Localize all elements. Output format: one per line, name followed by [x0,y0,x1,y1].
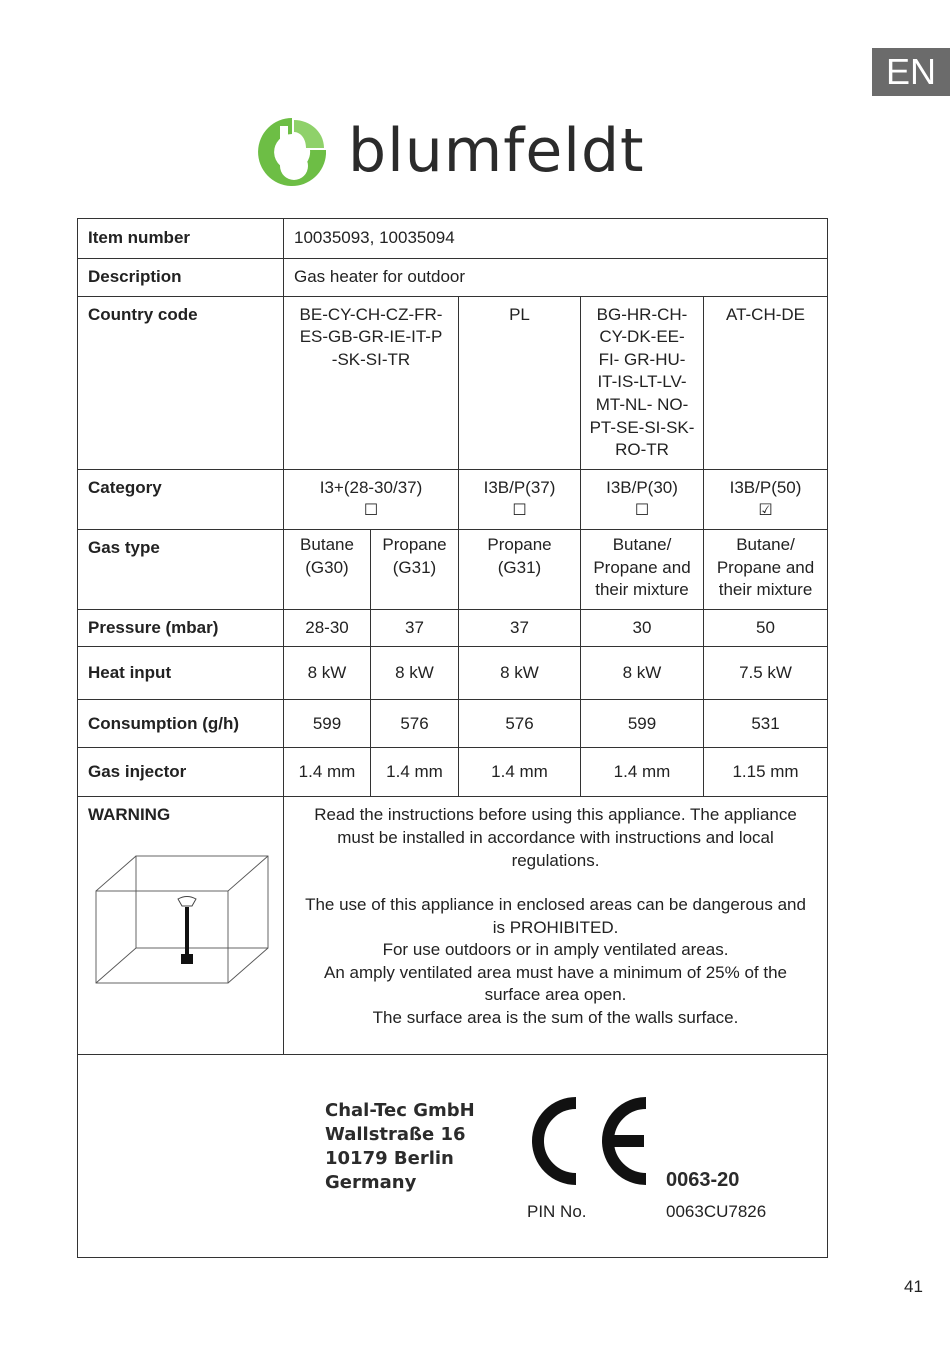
category-label: Category [78,469,284,529]
consumption-value: 599 [581,700,704,748]
language-tab: EN [872,48,950,96]
pressure-value: 28-30 [284,609,371,647]
consumption-value: 599 [284,700,371,748]
consumption-value: 576 [371,700,459,748]
heat-input-value: 8 kW [284,647,371,700]
warning-line: regulations. [511,850,600,870]
footer-cell [78,1055,828,1258]
pressure-value: 50 [704,609,828,647]
cell-line: IT-IS-LT-LV- [597,372,687,392]
cell-line: (G31) [392,557,437,577]
row-gas-type [78,529,828,609]
country-code-cell [704,296,828,469]
category-cell: I3B/P(30) ☐ [581,469,704,529]
page-number: 41 [904,1277,923,1296]
pressure-value: 37 [371,609,459,647]
warning-line: The use of this appliance in enclosed areas can be dangerous and [305,895,806,915]
row-item-number [78,219,828,259]
cell-line: Propane [382,534,447,554]
cell-line: RO-TR [615,440,669,460]
cell-line: Butane/ [612,534,672,554]
heat-input-label: Heat input [78,647,284,700]
gas-type-cell [459,529,581,609]
item-number-value: 10035093, 10035094 [284,219,828,259]
cell-line: BG-HR-CH- [596,304,688,324]
consumption-value: 576 [459,700,581,748]
gas-injector-value: 1.4 mm [581,748,704,797]
gas-injector-value: 1.15 mm [704,748,828,797]
country-code-cell [459,296,581,469]
cell-line: Propane [487,534,552,554]
cell-line: (G30) [305,557,349,577]
category-cell: I3B/P(50) ☑ [704,469,828,529]
cell-line: Butane [300,534,354,554]
category-checkbox[interactable]: ☐ [634,502,650,520]
pin-label: PIN No. [527,1202,587,1222]
cell-line: (G31) [497,557,542,577]
row-pressure [78,609,828,647]
cell-line: PL [509,304,530,324]
description-label: Description [78,259,284,297]
company-city: 10179 Berlin [325,1148,454,1170]
heat-input-value: 7.5 kW [704,647,828,700]
gas-type-cell [581,529,704,609]
warning-line: surface area open. [484,985,627,1005]
warning-line: is PROHIBITED. [492,917,619,937]
ce-mark-icon [528,1093,652,1189]
country-code-cell [284,296,459,469]
gas-type-cell [704,529,828,609]
category-checkbox[interactable]: ☑ [758,502,773,520]
brand-leaf-icon [254,114,330,188]
cell-line: Butane/ [736,534,795,554]
company-name: Chal-Tec GmbH [325,1100,475,1122]
cell-line: CY-DK-EE- [599,327,685,347]
row-warning [78,797,828,1055]
warning-line: must be installed in accordance with instructions and local [337,827,774,847]
gas-injector-value: 1.4 mm [459,748,581,797]
consumption-label: Consumption (g/h) [78,700,284,748]
cell-line: PT-SE-SI-SK- [589,417,695,437]
category-cell: I3+(28-30/37) ☐ [284,469,459,529]
gas-type-cell [371,529,459,609]
category-checkbox[interactable]: ☐ [363,502,379,520]
row-consumption [78,700,828,748]
brand-name: blumfeldt [348,116,645,186]
enclosed-area-diagram-icon [94,854,270,986]
spec-table [77,218,828,1258]
cell-line: Propane and [593,557,691,577]
notified-body-number: 0063-20 [666,1169,740,1192]
pin-value: 0063CU7826 [666,1202,767,1222]
consumption-value: 531 [704,700,828,748]
cell-line: -SK-SI-TR [331,349,411,369]
row-gas-injector [78,748,828,797]
warning-line: For use outdoors or in amply ventilated areas. [382,940,729,960]
warning-cell [78,797,284,1055]
description-value: Gas heater for outdoor [284,259,828,297]
row-description [78,259,828,297]
warning-label: WARNING [88,805,171,825]
cell-line: their mixture [595,580,689,600]
company-street: Wallstraße 16 [325,1124,466,1146]
gas-injector-value: 1.4 mm [284,748,371,797]
category-checkbox[interactable]: ☐ [512,502,527,520]
warning-line: The surface area is the sum of the walls surface. [372,1008,739,1028]
row-category [78,469,828,529]
heat-input-value: 8 kW [459,647,581,700]
heat-input-value: 8 kW [581,647,704,700]
item-number-label: Item number [78,219,284,259]
gas-injector-label: Gas injector [78,748,284,797]
country-code-label: Country code [78,296,284,469]
company-address [325,1099,475,1195]
gas-injector-value: 1.4 mm [371,748,459,797]
cell-line: Propane and [716,557,815,577]
warning-line: Read the instructions before using this appliance. The appliance [314,805,797,825]
cell-line: ES-GB-GR-IE-IT-P [299,327,443,347]
cell-line: AT-CH-DE [726,304,806,324]
row-heat-input [78,647,828,700]
country-code-cell [581,296,704,469]
company-country: Germany [325,1172,417,1194]
gas-type-cell [284,529,371,609]
row-country-code [78,296,828,469]
brand-logo [254,114,654,188]
row-footer [78,1055,828,1258]
cell-line: their mixture [718,580,813,600]
cell-line: FI- GR-HU- [598,349,686,369]
pressure-value: 37 [459,609,581,647]
category-cell: I3B/P(37) ☐ [459,469,581,529]
cell-line: BE-CY-CH-CZ-FR- [299,304,443,324]
gas-type-label: Gas type [78,529,284,609]
heat-input-value: 8 kW [371,647,459,700]
warning-text [284,797,828,1055]
pressure-label: Pressure (mbar) [78,609,284,647]
cell-line: MT-NL- NO- [595,394,689,414]
warning-line: An amply ventilated area must have a minimum of 25% of the [324,962,788,982]
pressure-value: 30 [581,609,704,647]
